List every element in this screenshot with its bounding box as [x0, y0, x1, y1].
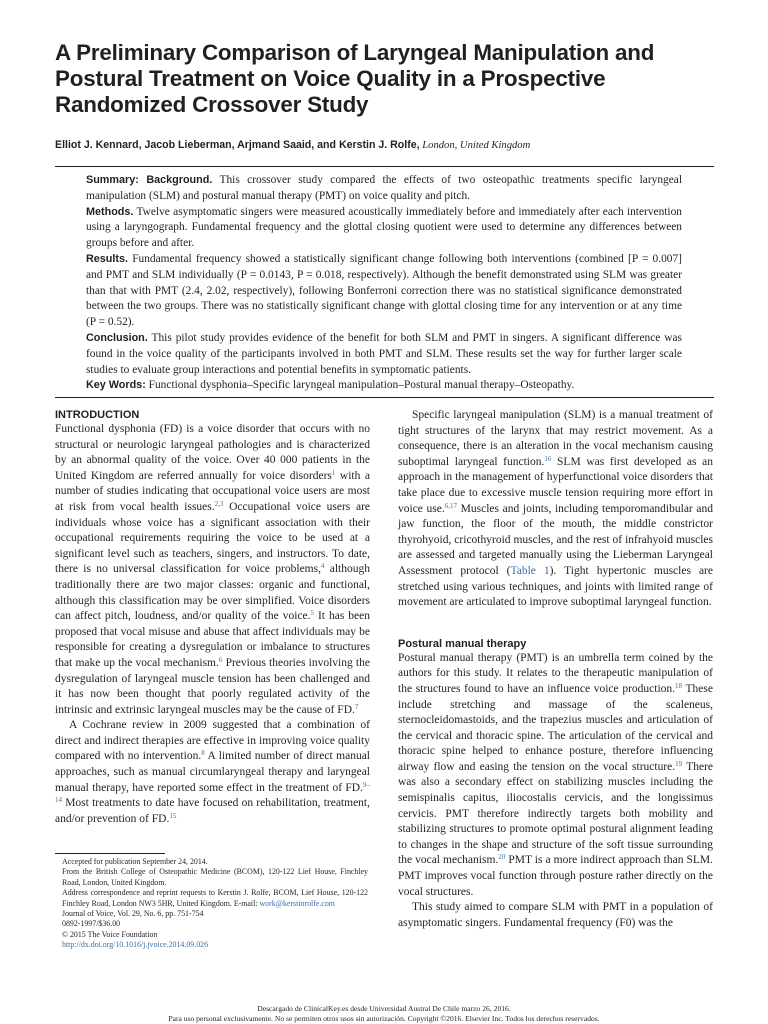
- abstract-results: [86, 252, 682, 331]
- citation-link[interactable]: 18: [675, 681, 683, 690]
- abstract-conclusion: [86, 331, 682, 378]
- text-run: SLM was first developed as an approach in the management of hyperfunctional voice disorders that take place due to excessive muscle tension requiring more effort in voice use.: [398, 455, 714, 515]
- citation-link[interactable]: 20: [498, 853, 506, 862]
- text-run: There was also a secondary effect on stabilizing muscles including the semispinalis capitus, iliocostalis cervicis, and the longissimus cervicis. PMT therefore indirectly targets both mobility and stabilizing structures to promote optimal postural alignment leading to changes in the shape and structure of the soft tissue surrounding the vocal mechanism.: [398, 760, 713, 867]
- text-run: Postural manual therapy (PMT) is an umbrella term coined by the authors for this study. It relates to the therapeutic manipulation of the structures found to have an influence voice production.: [398, 651, 713, 695]
- citation-link[interactable]: 9–14: [55, 780, 370, 805]
- intro-paragraph-2: [55, 718, 370, 827]
- text-run: Occupational voice users are individuals whose voice has a significant association with their occupational requirements requiring the voice to be used at a significant level such as teachers, singers, and instructors. To date, there is no universal classification for voice problems,: [55, 500, 370, 576]
- author-location: London, United Kingdom: [422, 140, 531, 151]
- section-heading-introduction: INTRODUCTION: [55, 409, 140, 421]
- author-line: [55, 138, 735, 153]
- text-run: with a number of studies indicating that occupational voice users are most at risk from vocal health issues.: [55, 469, 371, 513]
- note-accepted: Accepted for publication September 24, 2014.: [62, 857, 208, 866]
- citation-link[interactable]: 7: [354, 702, 359, 711]
- text-run: Specific laryngeal manipulation (SLM) is a manual treatment of tight structures of the larynx that may restrict movement. As a consequence, there is an alteration in the vocal mechanism causing suboptimal laryngeal function.: [398, 409, 713, 468]
- text-run: although traditionally there are two major classes: organic and functional, although this classification may be over simplified. Voice disorders can affect pitch, loudness, and/or quality of the voice.: [55, 563, 370, 623]
- citation-link[interactable]: 2,3: [214, 499, 224, 508]
- pmt-paragraph-1: [398, 651, 713, 901]
- footnote-divider: [55, 853, 165, 854]
- left-column: [55, 408, 370, 827]
- download-footer: [0, 1004, 768, 1023]
- text-run: ). Tight hypertonic muscles are stretched using various techniques, and joints with limited range of movement are articulated to improve suboptimal laryngeal function.: [398, 564, 713, 609]
- citation-link[interactable]: 4: [320, 562, 325, 571]
- conclusion-label: Conclusion.: [86, 331, 148, 344]
- note-copyright: © 2015 The Voice Foundation: [62, 929, 158, 939]
- conclusion-text: This pilot study provides evidence of the benefit for both SLM and PMT in singers. A significant difference was found in the voice quality of the participants involved in both PMT and SLM. These results set the way for further larger scale studies to evaluate group interactions and potential benefits in symptomatic patients.: [86, 331, 682, 376]
- note-affiliation: From the British College of Osteopathic Medicine (BCOM), 120-122 Lief House, Finchley Road, London, United Kingdom.: [62, 867, 368, 887]
- summary-text: This crossover study compared the effects of two osteopathic treatments specific laryngeal manipulation (SLM) and postural manual therapy (PMT) on voice quality and pitch.: [86, 174, 683, 202]
- citation-link[interactable]: 15: [169, 811, 177, 820]
- text-run: A limited number of direct manual approaches, such as manual circumlaryngeal therapy and laryngeal manual therapy, have reported some effect in the treatment of FD.: [55, 750, 370, 794]
- citation-link[interactable]: 6,17: [444, 501, 458, 510]
- citation-link[interactable]: 5: [310, 609, 314, 618]
- pmt-paragraph-2: This study aimed to compare SLM with PMT in a population of asymptomatic singers. Fundamental frequency (F0) was the: [398, 901, 713, 929]
- abstract-box: [55, 166, 714, 398]
- methods-label: Methods.: [86, 205, 134, 218]
- abstract-summary: [86, 173, 682, 205]
- section-heading-postural-manual-therapy: Postural manual therapy: [398, 637, 527, 650]
- methods-text: Twelve asymptomatic singers were measured acoustically immediately before and immediately after each intervention using a laryngograph. Fundamental frequency and the glottal closing quotient were used to determine any differences between groups before and after.: [86, 205, 682, 250]
- email-link[interactable]: work@kerstinrolfe.com: [259, 898, 335, 908]
- doi-link[interactable]: http://dx.doi.org/10.1016/j.jvoice.2014.09.026: [62, 940, 209, 950]
- footnotes: [62, 857, 368, 951]
- text-run: These include stretching and massage of the scaleneus, sternocleidomastoids, and the trapezius muscles and articulation of the cervical and thoracic spine. The articulation of the cervical and thoracic spine helped to enhance posture, therefore influencing airway flow and easing the tension on the vocal structure.: [398, 682, 713, 773]
- author-names: Elliot J. Kennard, Jacob Lieberman, Arjmand Saaid, and Kerstin J. Rolfe,: [55, 139, 420, 151]
- citation-link[interactable]: 1: [331, 468, 336, 477]
- footer-line-1: Descargado de ClinicalKey.es desde Universidad Austral De Chile marzo 26, 2016.: [257, 1004, 511, 1013]
- citation-link[interactable]: 19: [675, 759, 683, 768]
- abstract-keywords: [86, 378, 682, 394]
- note-journal: Journal of Voice, Vol. 29, No. 6, pp. 751-754: [62, 909, 204, 919]
- summary-label: Summary: Background.: [86, 174, 213, 186]
- intro-paragraph-1: [55, 422, 370, 718]
- results-text: Fundamental frequency showed a statistically significant change following both interventions (combined [P = 0.007] and PMT and SLM individually (P = 0.0143, P = 0.018, respectively). Although the benefit demonstrated using SLM was greater than that with PMT (2.4, 2.02, respectively), following Bonferroni correction there was no statistical significance demonstrated between the two groups. There was no statistically significant change with glottal closing time for any intervention or at any time (P = 0.52).: [86, 252, 682, 329]
- text-run: PMT is a more indirect approach than SLM. PMT improves vocal function through posture rather directly on the vocal structures.: [398, 854, 713, 898]
- footer-line-2: Para uso personal exclusivamente. No se permiten otros usos sin autorización. Copyright ©2016. Elsevier Inc. Todos los derechos reservados.: [168, 1013, 600, 1023]
- text-run: Muscles and joints, including temporomandibular and jaw function, the floor of the mouth, the middle constrictor thyrohyoid, cricothyroid muscles, and the rest of infrahyoid muscles are assessed and targeted manually using the Lieberman Laryngeal Assessment protocol (: [398, 502, 713, 577]
- text-run: Functional dysphonia (FD) is a voice disorder that occurs with no structural or neurologic laryngeal pathologies and is characterized by an abnormal quality of the voice. Over 40 000 patients in the United Kingdom are referred annually for voice disorders: [55, 423, 370, 482]
- keywords-label: Key Words:: [86, 379, 146, 392]
- results-label: Results.: [86, 252, 129, 265]
- text-run: Most treatments to date have focused on rehabilitation, treatment, and/or prevention of FD.: [55, 797, 370, 825]
- slm-paragraph: [398, 408, 713, 611]
- address-text: Address correspondence and reprint requests to Kerstin J. Rolfe, BCOM, Lief House, 120-122 Finchley Road, London NW3 5HR, United Kingdom. E-mail:: [62, 888, 368, 908]
- citation-link[interactable]: 8: [201, 749, 205, 758]
- citation-link[interactable]: 16: [544, 454, 552, 463]
- right-column: [398, 408, 713, 931]
- note-issn: 0892-1997/$36.00: [62, 919, 121, 929]
- text-run: A Cochrane review in 2009 suggested that a combination of direct and indirect therapies are effective in improving voice quality compared with no intervention.: [55, 719, 370, 763]
- citation-link[interactable]: 6: [218, 655, 223, 664]
- text-run: It has been proposed that vocal misuse and abuse that affect individuals may be responsible for creating a dysregulation or imbalance to structures that make up the vocal mechanism.: [55, 610, 370, 669]
- abstract-methods: [86, 205, 682, 252]
- table-1-link[interactable]: Table 1: [510, 564, 550, 577]
- text-run: Previous theories involving the dysregulation of laryngeal muscle tension has been challenged and it has now been thought that poorly regulated activity of the intrinsic and extrinsic laryngeal muscles may be the cause of FD.: [55, 656, 370, 716]
- keywords-text: Functional dysphonia–Specific laryngeal manipulation–Postural manual therapy–Osteopathy.: [148, 379, 575, 392]
- article-title: A Preliminary Comparison of Laryngeal Manipulation and Postural Treatment on Voice Quality in a Prospective Randomized Crossover Study: [55, 40, 655, 117]
- note-address: [62, 888, 368, 909]
